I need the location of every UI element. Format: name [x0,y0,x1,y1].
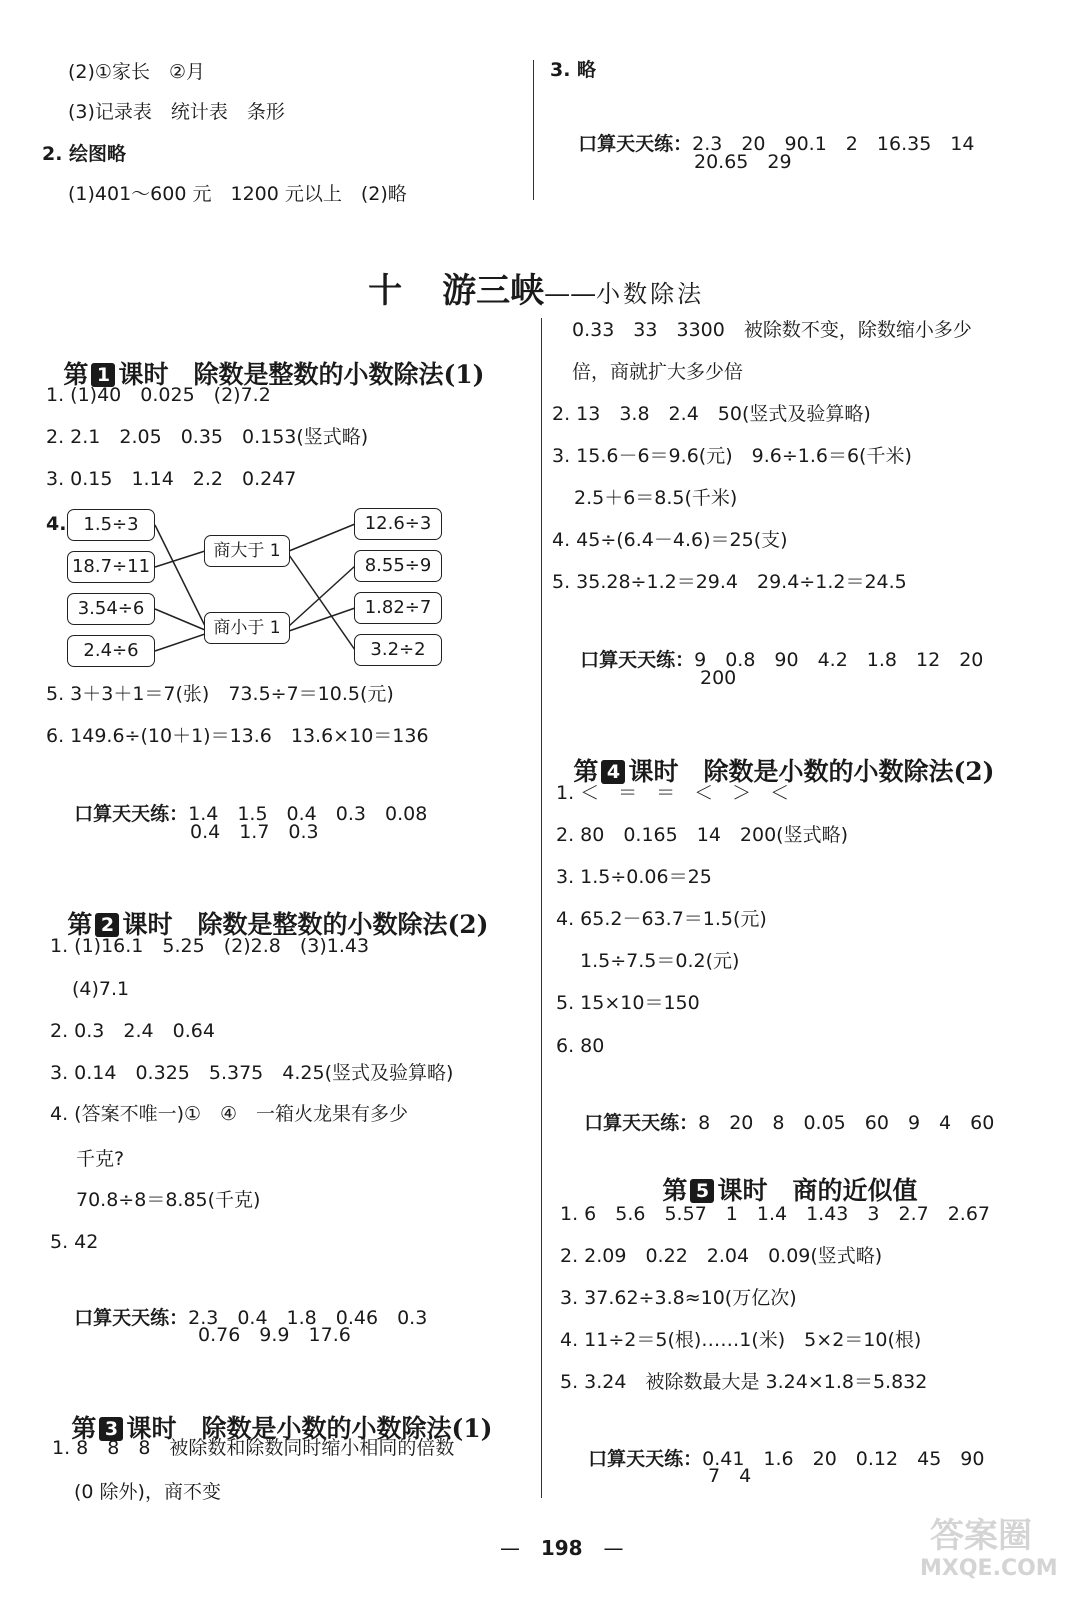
lesson-3-cont-line-5: 2.5＋6＝8.5(千米) [574,487,738,509]
lesson-2-line-3: 2. 0.3 2.4 0.64 [50,1020,215,1042]
top-left-line-4: (1)401～600 元 1200 元以上 (2)略 [68,183,407,205]
unit-name: 游三峡 [442,271,545,311]
line-right-4 [289,555,355,650]
oral-label: 口算天天练： [584,1112,699,1134]
lesson-2-heading: 第 2 课时 除数是整数的小数除法(2) [67,910,489,939]
lesson-2-line-6: 千克? [76,1148,125,1170]
lesson-2-line-4: 3. 0.14 0.325 5.375 4.25(竖式及验算略) [50,1062,454,1084]
lesson-4-line-6: 5. 15×10＝150 [556,992,700,1014]
lesson-1-q4-label: 4. [46,513,67,535]
left-expr-2: 18.7÷11 [67,551,155,583]
oral-label: 口算天天练： [74,803,189,825]
lesson-2-line-8: 5. 42 [50,1231,99,1253]
oral-values: 2.3 20 90.1 2 16.35 14 [692,133,975,155]
lesson-4-line-5: 1.5÷7.5＝0.2(元) [580,950,740,972]
lesson-3-line-1: 1. 8 8 8 被除数和除数同时缩小相同的倍数 [52,1437,455,1459]
top-left-line-1: (2)①家长 ②月 [68,61,205,83]
left-expr-4: 2.4÷6 [67,635,155,667]
oral-values: 2.3 0.4 1.8 0.46 0.3 [188,1307,428,1329]
lesson-3-cont-line-6: 4. 45÷(6.4－4.6)＝25(支) [552,529,788,551]
lesson-3-cont-line-1: 0.33 33 3300 被除数不变，除数缩小多少 [572,319,972,341]
oral-values: 8 20 8 0.05 60 9 4 60 [698,1112,995,1134]
lesson-5-oral-line-2: 7 4 [708,1465,752,1487]
right-expr-3: 1.82÷7 [354,592,442,624]
lesson-1-q5: 5. 3＋3＋1＝7(张) 73.5÷7＝10.5(元) [46,683,394,705]
line-right-2 [289,566,355,626]
lesson-3-cont-line-4: 3. 15.6－6＝9.6(元) 9.6÷1.6＝6(千米) [552,445,912,467]
oral-values: 9 0.8 90 4.2 1.8 12 20 [694,649,984,671]
page-number [486,1512,623,1560]
line-right-1 [289,524,355,551]
top-left-line-2: (3)记录表 统计表 条形 [68,101,285,123]
lesson-5-line-2: 2. 2.09 0.22 2.04 0.09(竖式略) [560,1245,883,1267]
lesson-5-badge: 5 [690,1179,714,1203]
lesson-1-q3: 3. 0.15 1.14 2.2 0.247 [46,468,297,490]
lesson-5-line-4: 4. 11÷2＝5(根)……1(米) 5×2＝10(根) [560,1329,922,1351]
label-quotient-greater-than-1: 商大于 1 [204,535,290,567]
lesson-1-heading: 第 1 课时 除数是整数的小数除法(1) [63,360,485,389]
lesson-2-line-1: 1. (1)16.1 5.25 (2)2.8 (3)1.43 [50,935,370,957]
lesson-4-line-7: 6. 80 [556,1035,605,1057]
lesson-3-line-2: (0 除外)，商不变 [74,1481,221,1503]
lesson-4-line-2: 2. 80 0.165 14 200(竖式略) [556,824,849,846]
oral-label: 口算天天练： [578,133,693,155]
page-number-dash-left: — [499,1536,520,1560]
top-right-item-3: 3. 略 [550,59,597,81]
lesson-3-oral [568,624,983,672]
lesson-2-badge: 2 [95,913,119,937]
right-expr-1: 12.6÷3 [354,508,442,540]
unit-number: 十 [368,271,403,311]
right-expr-4: 3.2÷2 [354,634,442,666]
label-quotient-less-than-1: 商小于 1 [204,612,290,644]
lesson-5-heading: 第 5 课时 商的近似值 [662,1176,918,1205]
lesson-2-line-7: 70.8÷8＝8.85(千克) [76,1189,261,1211]
lesson-1-badge: 1 [91,363,115,387]
lesson-4-heading: 第 4 课时 除数是小数的小数除法(2) [573,757,995,786]
lesson-4-line-4: 4. 65.2－63.7＝1.5(元) [556,908,767,930]
left-expr-3: 3.54÷6 [67,593,155,625]
unit-dash: —— [544,279,597,309]
top-right-oral-line-2: 20.65 29 [694,151,792,173]
lesson-3-cont-line-3: 2. 13 3.8 2.4 50(竖式及验算略) [552,403,871,425]
lesson-2-oral-line-2: 0.76 9.9 17.6 [198,1324,351,1346]
unit-subtitle: 小数除法 [596,280,705,308]
line-left-1 [155,525,205,626]
oral-label: 口算天天练： [588,1448,703,1470]
watermark-logo: 答案圈 [930,1516,1032,1556]
lesson-3-cont-line-7: 5. 35.28÷1.2＝29.4 29.4÷1.2＝24.5 [552,571,907,593]
lesson-1-q2: 2. 2.1 2.05 0.35 0.153(竖式略) [46,426,369,448]
lesson-1-q6: 6. 149.6÷(10＋1)＝13.6 13.6×10＝136 [46,725,429,747]
oral-values: 1.4 1.5 0.4 0.3 0.08 [188,803,428,825]
lesson-1-oral-line-2: 0.4 1.7 0.3 [190,821,319,843]
left-expr-1: 1.5÷3 [67,509,155,541]
oral-label: 口算天天练： [74,1307,189,1329]
line-left-2 [155,551,205,567]
oral-label: 口算天天练： [580,649,695,671]
top-left-line-3: 2. 绘图略 [42,143,127,165]
lesson-1-q1: 1. (1)40 0.025 (2)7.2 [46,384,271,406]
lesson-5-line-5: 5. 3.24 被除数最大是 3.24×1.8＝5.832 [560,1371,928,1393]
oral-values: 0.41 1.6 20 0.12 45 90 [702,1448,985,1470]
lesson-4-line-3: 3. 1.5÷0.06＝25 [556,866,712,888]
lesson-5-line-1: 1. 6 5.6 5.57 1 1.4 1.43 3 2.7 2.67 [560,1203,990,1225]
lesson-4-oral [572,1087,994,1135]
right-expr-2: 8.55÷9 [354,550,442,582]
page-number-dash-right: — [603,1536,624,1560]
lesson-2-line-5: 4. (答案不唯一)① ④ 一箱火龙果有多少 [50,1103,409,1125]
lesson-3-badge: 3 [99,1417,123,1441]
lesson-3-oral-line-2: 200 [700,667,737,689]
line-right-3 [289,608,355,631]
lesson-3-cont-line-2: 倍，商就扩大多少倍 [572,361,744,383]
watermark-url: MXQE.COM [920,1556,1058,1581]
lesson-5-line-3: 3. 37.62÷3.8≈10(万亿次) [560,1287,797,1309]
lesson-5-oral [576,1423,984,1471]
lesson-1-oral [62,778,427,826]
line-left-4 [155,634,205,651]
lesson-4-line-1: 1. ＜ ＝ ＝ ＜ ＞ ＜ [556,782,790,804]
lesson-3-heading: 第 3 课时 除数是小数的小数除法(1) [71,1414,493,1443]
lesson-2-line-2: (4)7.1 [72,978,130,1000]
page-number-value: 198 [540,1536,583,1560]
lesson-4-badge: 4 [601,760,625,784]
